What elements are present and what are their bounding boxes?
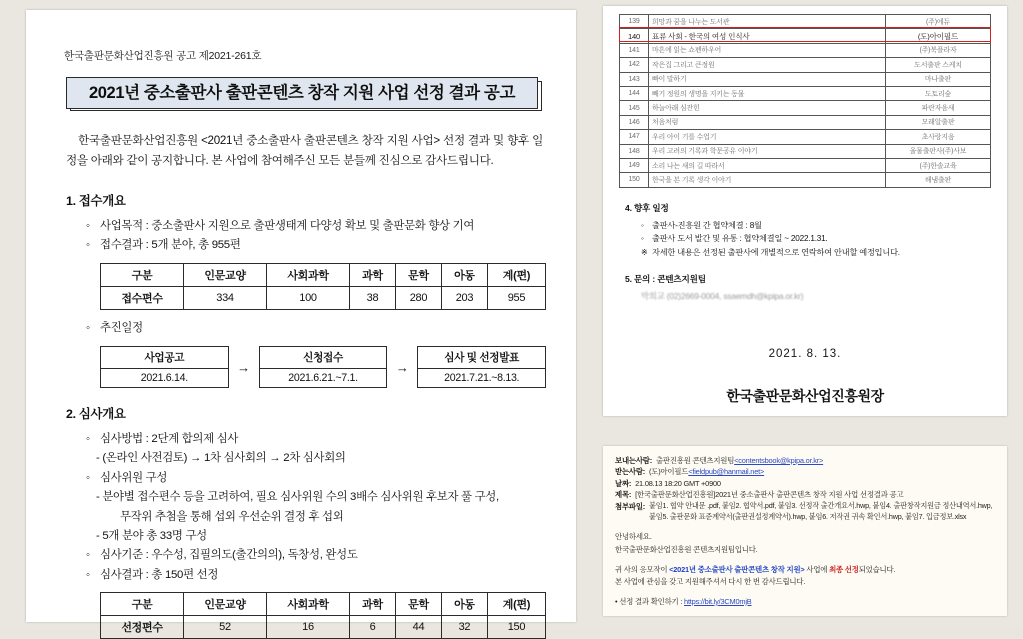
section2-committee-detail-1: - 분야별 접수편수 등을 고려하여, 필요 심사위원 수의 3배수 심사위원 후보자 풀 구성, (96, 491, 499, 504)
flow-arrow-2: → (395, 359, 409, 375)
cell-selected-science: 6 (350, 616, 396, 639)
received-count-table (100, 263, 546, 310)
email-to-label: 받는사람: (615, 467, 646, 477)
email-date-value: 21.08.13 18:20 GMT +0900 (635, 478, 721, 488)
cell-title: 우리 고려의 기록과 학문공유 이야기 (649, 144, 886, 158)
th-literature: 문학 (395, 263, 441, 286)
th2-category: 구분 (101, 593, 184, 616)
email-greeting: 안녕하세요. (615, 532, 652, 542)
flow-step-apply (259, 346, 388, 388)
selected-count-table (100, 592, 546, 639)
table-row (620, 115, 991, 129)
cell-selected-literature: 44 (395, 616, 441, 639)
flow-step-review-date: 2021.7.21.~8.13. (444, 372, 520, 385)
th-children: 아동 (441, 263, 487, 286)
cell-received-social: 100 (267, 286, 350, 309)
th2-children: 아동 (441, 593, 487, 616)
email-selection-status: 최종 선정 (829, 564, 859, 574)
section2-heading: 2. 심사개요 (66, 407, 126, 422)
email-link-label: • 선정 결과 확인하기 : (615, 596, 685, 606)
email-link-line (615, 596, 995, 609)
cell-num: 149 (620, 158, 649, 172)
table-row (620, 158, 991, 172)
th2-science: 과학 (350, 593, 396, 616)
section2-committee-detail-3: - 5개 분야 총 33명 구성 (96, 530, 207, 542)
flow-arrow-1: → (237, 359, 251, 375)
flow-step-review (417, 346, 546, 388)
cell-title: 빼기 정원의 생명을 지키는 동물 (649, 86, 886, 100)
section4-bullet-contract: ◦ 출판사-진흥원 간 협약체결 : 8월 (641, 219, 991, 233)
email-subject-row (615, 489, 995, 500)
section4-heading: 4. 향후 일정 (625, 202, 669, 213)
cell-selected-total: 150 (487, 616, 545, 639)
section1-bullet-schedule: ◦ 추진일정 (86, 319, 543, 338)
email-attachment-row (615, 501, 995, 523)
table-row (620, 15, 991, 29)
section5-heading: 5. 문의 : 콘텐츠지원팀 (625, 274, 706, 285)
table-row (101, 616, 546, 639)
section1-bullet-purpose: ◦ 사업목적 : 중소출판사 지원으로 출판생태계 다양성 확보 및 출판문화 향상 기여 (86, 217, 543, 236)
email-date-row (615, 478, 995, 489)
section2-bullet-criteria: ◦ 심사기준 : 우수성, 집필의도(출간의의), 독창성, 완성도 (86, 546, 543, 565)
th-total: 계(편) (487, 263, 545, 286)
th2-humanities: 인문교양 (184, 593, 267, 616)
flow-step-announce-title: 사업공고 (101, 347, 228, 369)
cell-publisher: (주)한솔교육 (886, 158, 991, 172)
row-label-selected: 선정편수 (101, 616, 184, 639)
flow-step-announce-date: 2021.6.14. (140, 372, 188, 385)
cell-title: 우리 아이 기를 수업기 (649, 130, 886, 144)
email-from-value: 출판진흥원 콘텐츠지원팀 (655, 456, 735, 465)
email-result-post: 되었습니다. (858, 564, 896, 574)
email-attachment-value[interactable]: 붙임1. 협약 안내문 .pdf, 붙임2. 협약서.pdf, 붙임3. 선정작 출간개요서.hwp, 붙임4. 출판창작지원금 정산내역서.hwp, 붙임5. 출판문화 표준계약서(출판권설정계약서).hwp, 붙임6. 저작권 귀속 확인서.hwp, 붙임7. 입금정보.xlsx (649, 500, 993, 521)
email-subject-value: [한국출판문화산업진흥원]2021년 중소출판사 출판콘텐츠 창작 지원 사업 선정결과 공고 (635, 490, 904, 500)
cell-num: 146 (620, 115, 649, 129)
cell-publisher: 마나출판 (886, 72, 991, 86)
cell-selected-social: 16 (267, 616, 350, 639)
table-row (101, 263, 546, 286)
document-title-block (66, 77, 538, 109)
cell-num: 139 (620, 15, 649, 29)
cell-num: 147 (620, 130, 649, 144)
email-to-row (615, 466, 995, 477)
table-row (620, 58, 991, 72)
issuing-organization: 한국출판문화산업진흥원장 (726, 388, 884, 405)
flow-step-review-title: 심사 및 선정발표 (418, 347, 545, 369)
left-document-page (26, 10, 576, 635)
right-document-page (603, 6, 1007, 416)
email-from-row (615, 455, 995, 466)
cell-received-literature: 280 (395, 286, 441, 309)
section5-contact: 박희교 (02)2669-0004, ssaemdh@kpipa.or.kr) (641, 291, 804, 302)
notice-number: 한국출판문화산업진흥원 공고 제2021-261호 (64, 50, 262, 62)
email-from-label: 보내는사람: (615, 456, 652, 465)
row-label-received: 접수편수 (101, 286, 184, 309)
cell-title: 작은집 그리고 큰정원 (649, 58, 886, 72)
selected-list-table-wrap (619, 14, 991, 188)
cell-publisher: (도)아이필드 (886, 29, 991, 43)
flow-step-announce (100, 346, 229, 388)
page-title: 2021년 중소출판사 출판콘텐츠 창작 지원 사업 선정 결과 공고 (66, 77, 538, 109)
email-result-mid: 사업에 (804, 564, 830, 574)
cell-title: 빠이 말하기 (649, 72, 886, 86)
cell-publisher: (주)에듀 (886, 15, 991, 29)
email-from-address[interactable]: <contentsbook@kpipa.or.kr> (734, 456, 824, 465)
table-row (620, 130, 991, 144)
th-humanities: 인문교양 (184, 263, 267, 286)
selected-works-table (619, 14, 991, 188)
cell-publisher: 울물출판사(주)사보 (886, 144, 991, 158)
table-row (101, 286, 546, 309)
th2-social: 사회과학 (267, 593, 350, 616)
cell-received-science: 38 (350, 286, 396, 309)
section4-bullet-publish: ◦ 출판사 도서 발간 및 유통 : 협약체결일 ~ 2022.1.31. (641, 232, 991, 246)
th-category: 구분 (101, 263, 184, 286)
section1-heading: 1. 접수개요 (66, 193, 126, 208)
cell-title: 표류 사회 - 한국의 여성 인식사 (649, 29, 886, 43)
cell-num: 142 (620, 58, 649, 72)
cell-publisher: 도토리숲 (886, 86, 991, 100)
cell-received-total: 955 (487, 286, 545, 309)
table-row (620, 173, 991, 187)
cell-title: 소리 나는 새의 길 따라서 (649, 158, 886, 172)
email-body (615, 531, 995, 608)
schedule-flow (100, 346, 546, 388)
email-to-address[interactable]: <fieldpub@hanmail.net> (688, 467, 765, 477)
table-row-highlighted (620, 29, 991, 43)
cell-num: 144 (620, 86, 649, 100)
cell-num: 145 (620, 101, 649, 115)
cell-num: 140 (620, 29, 649, 43)
section4-note: ※ 자세한 내용은 선정된 출판사에 개별적으로 연락하여 안내할 예정입니다. (641, 246, 991, 260)
email-program-name: <2021년 중소출판사 출판콘텐츠 창작 지원> (669, 564, 805, 574)
email-card (603, 446, 1007, 616)
flow-step-apply-title: 신청접수 (260, 347, 387, 369)
cell-title: 처음처럼 (649, 115, 886, 129)
email-to-value: (도)아이필드 (649, 467, 689, 477)
cell-publisher: 파란자음새 (886, 101, 991, 115)
th-science: 과학 (350, 263, 396, 286)
cell-num: 141 (620, 43, 649, 57)
th2-literature: 문학 (395, 593, 441, 616)
section1-bullet-result: ◦ 접수결과 : 5개 분야, 총 955편 (86, 236, 543, 255)
cell-num: 148 (620, 144, 649, 158)
cell-publisher: 초사랑지음 (886, 130, 991, 144)
cell-publisher: (주)북플라자 (886, 43, 991, 57)
table-row (620, 101, 991, 115)
cell-title: 한국을 본 기록 생각 이야기 (649, 173, 886, 187)
table-row (620, 72, 991, 86)
cell-publisher: 도서출판 스케치 (886, 58, 991, 72)
cell-title: 희망과 꿈을 나누는 도서관 (649, 15, 886, 29)
intro-paragraph: 한국출판문화산업진흥원 <2021년 중소출판사 출판콘텐츠 창작 지원 사업> 선정 결과 및 향후 일정을 아래와 같이 공지합니다. 본 사업에 참여해주신 모든 분들께 진심으로 감사드립니다. (66, 134, 543, 167)
email-attachment-label: 첨부파일: (615, 501, 646, 511)
th-social: 사회과학 (267, 263, 350, 286)
table-row (620, 86, 991, 100)
cell-received-humanities: 334 (184, 286, 267, 309)
table-row (101, 593, 546, 616)
section2-bullet-result: ◦ 심사결과 : 총 150편 선정 (86, 566, 543, 585)
table-row (620, 43, 991, 57)
cell-selected-children: 32 (441, 616, 487, 639)
email-subject-label: 제목: (615, 490, 632, 500)
cell-title: 마흔에 읽는 쇼펜하우어 (649, 43, 886, 57)
th2-total: 계(편) (487, 593, 545, 616)
section2-bullet-method: ◦ 심사방법 : 2단계 합의제 심사 (86, 430, 543, 449)
email-org-line: 한국출판문화산업진흥원 콘텐츠지원팀입니다. (615, 545, 758, 555)
email-result-pre: 귀 사의 응모작이 (615, 564, 670, 574)
cell-received-children: 203 (441, 286, 487, 309)
flow-step-apply-date: 2021.6.21.~7.1. (288, 372, 358, 385)
email-result-line (615, 564, 995, 577)
section2-bullet-committee: ◦ 심사위원 구성 (86, 469, 543, 488)
cell-title: 하늘아래 심잔힌 (649, 101, 886, 115)
email-date-label: 날짜: (615, 478, 632, 488)
cell-publisher: 모래알출판 (886, 115, 991, 129)
issue-date: 2021. 8. 13. (768, 348, 842, 361)
result-link[interactable]: https://bit.ly/3CM0mjB (684, 596, 752, 606)
cell-publisher: 해냄출판 (886, 173, 991, 187)
section2-method-detail: - (온라인 사전검토) → 1차 심사회의 → 2차 심사회의 (96, 452, 346, 465)
cell-num: 143 (620, 72, 649, 86)
cell-num: 150 (620, 173, 649, 187)
cell-selected-humanities: 52 (184, 616, 267, 639)
email-thanks-line: 본 사업에 관심을 갖고 지원해주셔서 다시 한 번 감사드립니다. (615, 577, 806, 587)
table-row (620, 144, 991, 158)
section2-committee-detail-2: 무작위 추첨을 통해 섭외 우선순위 결정 후 섭외 (120, 510, 344, 523)
